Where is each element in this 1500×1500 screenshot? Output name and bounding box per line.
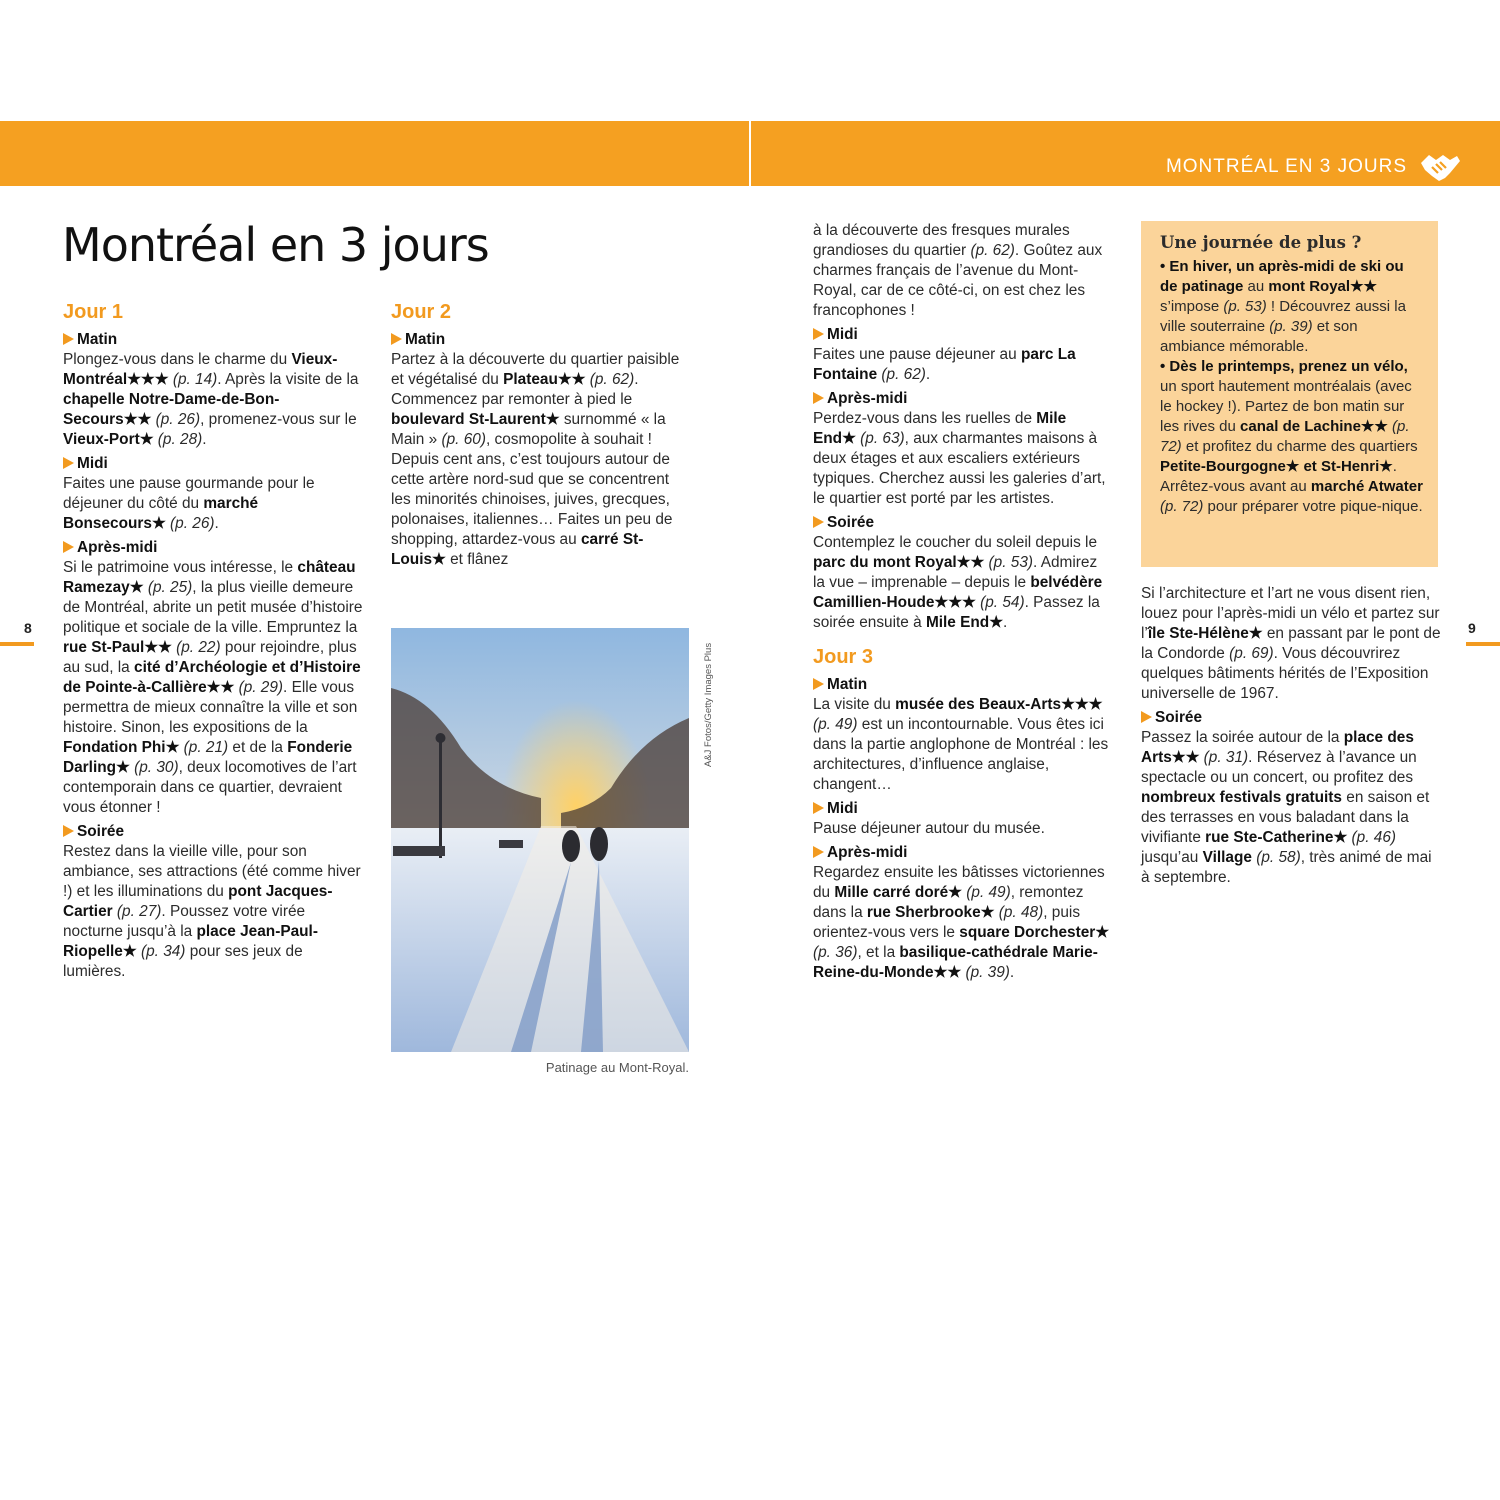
section-heading: Soirée	[813, 513, 1113, 533]
paragraph: Partez à la découverte du quartier paisible et végétalisé du Plateau★★ (p. 62). Commencez par remonter à pied le boulevard St-Laurent★ surnommé « la Main » (p. 60), cosmopolite à souhait ! Depuis cent ans, c’est toujours autour de cette artère nord-sud que se concentrent les minorités chinoises, juives, grecques, polonaises, italiennes… Faites un peu de shopping, attardez-vous au carré St-Louis★ et flânez	[391, 351, 680, 568]
column-day-1	[63, 300, 363, 982]
paragraph: Faites une pause déjeuner au parc La Fontaine (p. 62).	[813, 346, 1076, 383]
triangle-bullet-icon	[63, 825, 74, 837]
triangle-bullet-icon	[813, 678, 824, 690]
paragraph: • Dès le printemps, prenez un vélo, un sport hautement montréalais (avec le hockey !). Partez de bon matin sur les rives du canal de Lachine★★ (p. 72) et profitez du charme des quartiers Petite-Bourgogne★ et St-Henri★. Arrêtez-vous avant au marché Atwater (p. 72) pour préparer votre pique-nique.	[1160, 358, 1423, 515]
page-tick-right	[1466, 642, 1500, 646]
section-heading: Midi	[813, 325, 1113, 345]
running-header: MONTRÉAL EN 3 JOURS	[1165, 156, 1407, 177]
photo-skating-mont-royal	[391, 628, 689, 1052]
sidebar-box	[1141, 221, 1438, 567]
triangle-bullet-icon	[813, 328, 824, 340]
paragraph: Restez dans la vieille ville, pour son ambiance, ses attractions (été comme hiver !) et les illuminations du pont Jacques-Cartier (p. 27). Poussez votre virée nocturne jusqu’à la place Jean-Paul-Riopelle★ (p. 34) pour ses jeux de lumières.	[63, 843, 361, 980]
section-heading: Matin	[813, 675, 1113, 695]
section-heading: Matin	[63, 330, 363, 350]
header-band-left	[0, 121, 749, 186]
section-heading: Matin	[391, 330, 683, 350]
paragraph: Regardez ensuite les bâtisses victoriennes du Mille carré doré★ (p. 49), remontez dans la rue Sherbrooke★ (p. 48), puis orientez-vous vers le square Dorchester★ (p. 36), et la basilique-cathédrale Marie-Reine-du-Monde★★ (p. 39).	[813, 864, 1110, 981]
paragraph: Si le patrimoine vous intéresse, le château Ramezay★ (p. 25), la plus vieille demeure de Montréal, abrite un petit musée d’histoire politique et sociale de la ville. Empruntez la rue St-Paul★★ (p. 22) pour rejoindre, plus au sud, la cité d’Archéologie et d’Histoire de Pointe-à-Callière★★ (p. 29). Elle vous permettra de mieux connaître la ville et son histoire. Sinon, les expositions de la Fondation Phi★ (p. 21) et de la Fonderie Darling★ (p. 30), deux locomotives de l’art contemporain dans ce quartier, devraient vous étonner !	[63, 559, 363, 816]
paragraph: Faites une pause gourmande pour le déjeuner du côté du marché Bonsecours★ (p. 26).	[63, 475, 315, 532]
photo-credit: A&J Fotos/Getty Images Plus	[703, 642, 714, 767]
sidebar-box-content	[1160, 233, 1425, 517]
triangle-bullet-icon	[1141, 711, 1152, 723]
paragraph: Perdez-vous dans les ruelles de Mile End★ (p. 63), aux charmantes maisons à deux étages et aux escaliers extérieurs typiques. Cherchez aussi les galeries d’art, le quartier est porté par les artistes.	[813, 410, 1106, 507]
page-tick-left	[0, 642, 34, 646]
photo-caption: Patinage au Mont-Royal.	[545, 1060, 689, 1075]
triangle-bullet-icon	[63, 333, 74, 345]
section-heading: Après-midi	[813, 389, 1113, 409]
section-heading: Soirée	[1141, 708, 1441, 728]
sidebar-box-title: Une journée de plus ?	[1160, 233, 1362, 252]
page-number-right: 9	[1468, 620, 1476, 636]
section-heading: Midi	[813, 799, 1113, 819]
paragraph: à la découverte des fresques murales grandioses du quartier (p. 62). Goûtez aux charmes français de l’avenue du Mont-Royal, car de ce côté-ci, on est chez les francophones !	[813, 222, 1103, 319]
triangle-bullet-icon	[813, 846, 824, 858]
day-1-heading: Jour 1	[63, 301, 124, 323]
section-heading: Soirée	[63, 822, 363, 842]
section-heading: Après-midi	[813, 843, 1113, 863]
column-3	[813, 221, 1113, 983]
triangle-bullet-icon	[813, 392, 824, 404]
column-day-2	[391, 300, 683, 570]
paragraph: Pause déjeuner autour du musée.	[813, 820, 1045, 837]
day-2-heading: Jour 2	[391, 301, 452, 323]
triangle-bullet-icon	[63, 457, 74, 469]
page-number-left: 8	[24, 620, 32, 636]
triangle-bullet-icon	[63, 541, 74, 553]
section-heading: Midi	[63, 454, 363, 474]
triangle-bullet-icon	[813, 516, 824, 528]
paragraph: Plongez-vous dans le charme du Vieux-Montréal★★★ (p. 14). Après la visite de la chapelle Notre-Dame-de-Bon-Secours★★ (p. 26), promenez-vous sur le Vieux-Port★ (p. 28).	[63, 351, 359, 448]
paragraph: Contemplez le coucher du soleil depuis le parc du mont Royal★★ (p. 53). Admirez la vue – imprenable – depuis le belvédère Camillien-Houde★★★ (p. 54). Passez la soirée ensuite à Mile End★.	[813, 534, 1103, 631]
paragraph: Si l’architecture et l’art ne vous disent rien, louez pour l’après-midi un vélo et partez sur l’île Ste-Hélène★ en passant par le pont de la Condorde (p. 69). Vous découvrirez quelques bâtiments hérités de l’Exposition universelle de 1967.	[1141, 585, 1441, 702]
handshake-icon	[1419, 151, 1461, 183]
paragraph: La visite du musée des Beaux-Arts★★★ (p. 49) est un incontournable. Vous êtes ici dans la partie anglophone de Montréal : les architectures, d’influence anglaise, changent…	[813, 696, 1109, 793]
section-heading: Après-midi	[63, 538, 363, 558]
paragraph: • En hiver, un après-midi de ski ou de patinage au mont Royal★★ s’impose (p. 53) ! Découvrez aussi la ville souterraine (p. 39) et son ambiance mémorable.	[1160, 258, 1406, 355]
triangle-bullet-icon	[813, 802, 824, 814]
triangle-bullet-icon	[391, 333, 402, 345]
page-title: Montréal en 3 jours	[62, 218, 489, 272]
column-4	[1141, 584, 1441, 888]
day-3-heading: Jour 3	[813, 646, 874, 668]
paragraph: Passez la soirée autour de la place des Arts★★ (p. 31). Réservez à l’avance un spectacle ou un concert, ou profitez des nombreux festivals gratuits en saison et des terrasses en vous baladant dans la vivifiante rue Ste-Catherine★ (p. 46) jusqu’au Village (p. 58), très animé de mai à septembre.	[1141, 729, 1432, 886]
